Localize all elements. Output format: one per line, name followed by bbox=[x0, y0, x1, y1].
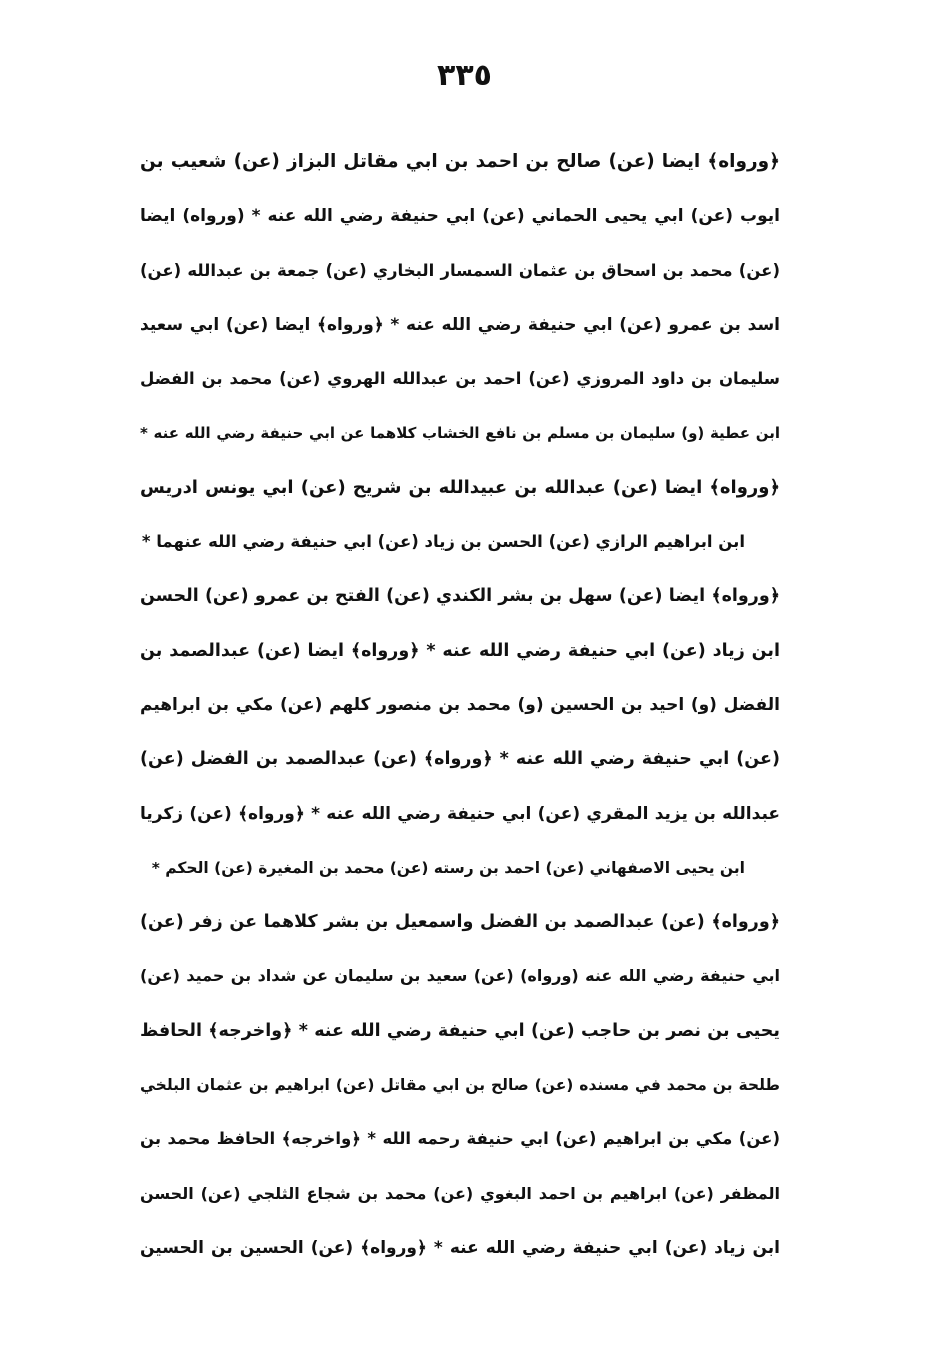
text-line: (عن) ابي حنيفة رضي الله عنه * ﴿ورواه﴾ (عن) عبدالصمد بن الفضل (عن) bbox=[140, 749, 780, 770]
text-line: طلحة بن محمد في مسنده (عن) صالح بن ابي مقاتل (عن) ابراهيم بن عثمان البلخي bbox=[140, 1076, 780, 1095]
text-line: ابي حنيفة رضي الله عنه (ورواه) (عن) سعيد بن سليمان عن شداد بن حميد (عن) bbox=[140, 966, 780, 986]
text-line: سليمان بن داود المروزي (عن) احمد بن عبدالله الهروي (عن) محمد بن الفضل bbox=[140, 369, 780, 389]
text-line: الفضل (و) احيد بن الحسين (و) محمد بن منصور كلهم (عن) مكي بن ابراهيم bbox=[140, 694, 780, 715]
text-line: ابن عطية (و) سليمان بن مسلم بن نافع الخشاب كلاهما عن ابي حنيفة رضي الله عنه * bbox=[140, 424, 780, 443]
text-line: (عن) مكي بن ابراهيم (عن) ابي حنيفة رحمه الله * ﴿واخرجه﴾ الحافظ محمد بن bbox=[140, 1129, 780, 1149]
text-line: (عن) محمد بن اسحاق بن عثمان السمسار البخاري (عن) جمعة بن عبدالله (عن) bbox=[140, 260, 780, 280]
text-line: يحيى بن نصر بن حاجب (عن) ابي حنيفة رضي الله عنه * ﴿واخرجه﴾ الحافظ bbox=[140, 1020, 780, 1041]
text-line: عبدالله بن يزيد المقري (عن) ابي حنيفة رضي الله عنه * ﴿ورواه﴾ (عن) زكريا bbox=[140, 803, 780, 824]
page-body-text bbox=[140, 135, 780, 1275]
text-line: ﴿ورواه﴾ ايضا (عن) صالح بن احمد بن ابي مقاتل البزاز (عن) شعيب بن bbox=[140, 151, 780, 172]
text-line: ايوب (عن) ابي يحيى الحماني (عن) ابي حنيفة رضي الله عنه * (ورواه) ايضا bbox=[140, 206, 780, 227]
text-line: ابن زياد (عن) ابي حنيفة رضي الله عنه * ﴿ورواه﴾ (عن) الحسين بن الحسين bbox=[140, 1237, 780, 1258]
text-line: ابن زياد (عن) ابي حنيفة رضي الله عنه * ﴿ورواه﴾ ايضا (عن) عبدالصمد بن bbox=[140, 640, 780, 661]
text-line: اسد بن عمرو (عن) ابي حنيفة رضي الله عنه * ﴿ورواه﴾ ايضا (عن) ابي سعيد bbox=[140, 314, 780, 335]
page-number: ٣٣٥ bbox=[437, 58, 492, 93]
text-line: ابن ابراهيم الرازي (عن) الحسن بن زياد (عن) ابي حنيفة رضي الله عنهما * bbox=[141, 532, 745, 552]
text-line: المظفر (عن) ابراهيم بن احمد البغوي (عن) محمد بن شجاع الثلجي (عن) الحسن bbox=[140, 1183, 780, 1203]
text-line: ﴿ورواه﴾ ايضا (عن) سهل بن بشر الكندي (عن) الفتح بن عمرو (عن) الحسن bbox=[140, 586, 780, 607]
text-line: ابن يحيى الاصفهاني (عن) احمد بن رسته (عن) محمد بن المغيرة (عن) الحكم * bbox=[151, 858, 745, 877]
text-line: ﴿ورواه﴾ (عن) عبدالصمد بن الفضل واسمعيل بن بشر كلاهما عن زفر (عن) bbox=[140, 912, 780, 933]
text-line: ﴿ورواه﴾ ايضا (عن) عبدالله بن عبيدالله بن شريح (عن) ابي يونس ادريس bbox=[140, 476, 780, 498]
